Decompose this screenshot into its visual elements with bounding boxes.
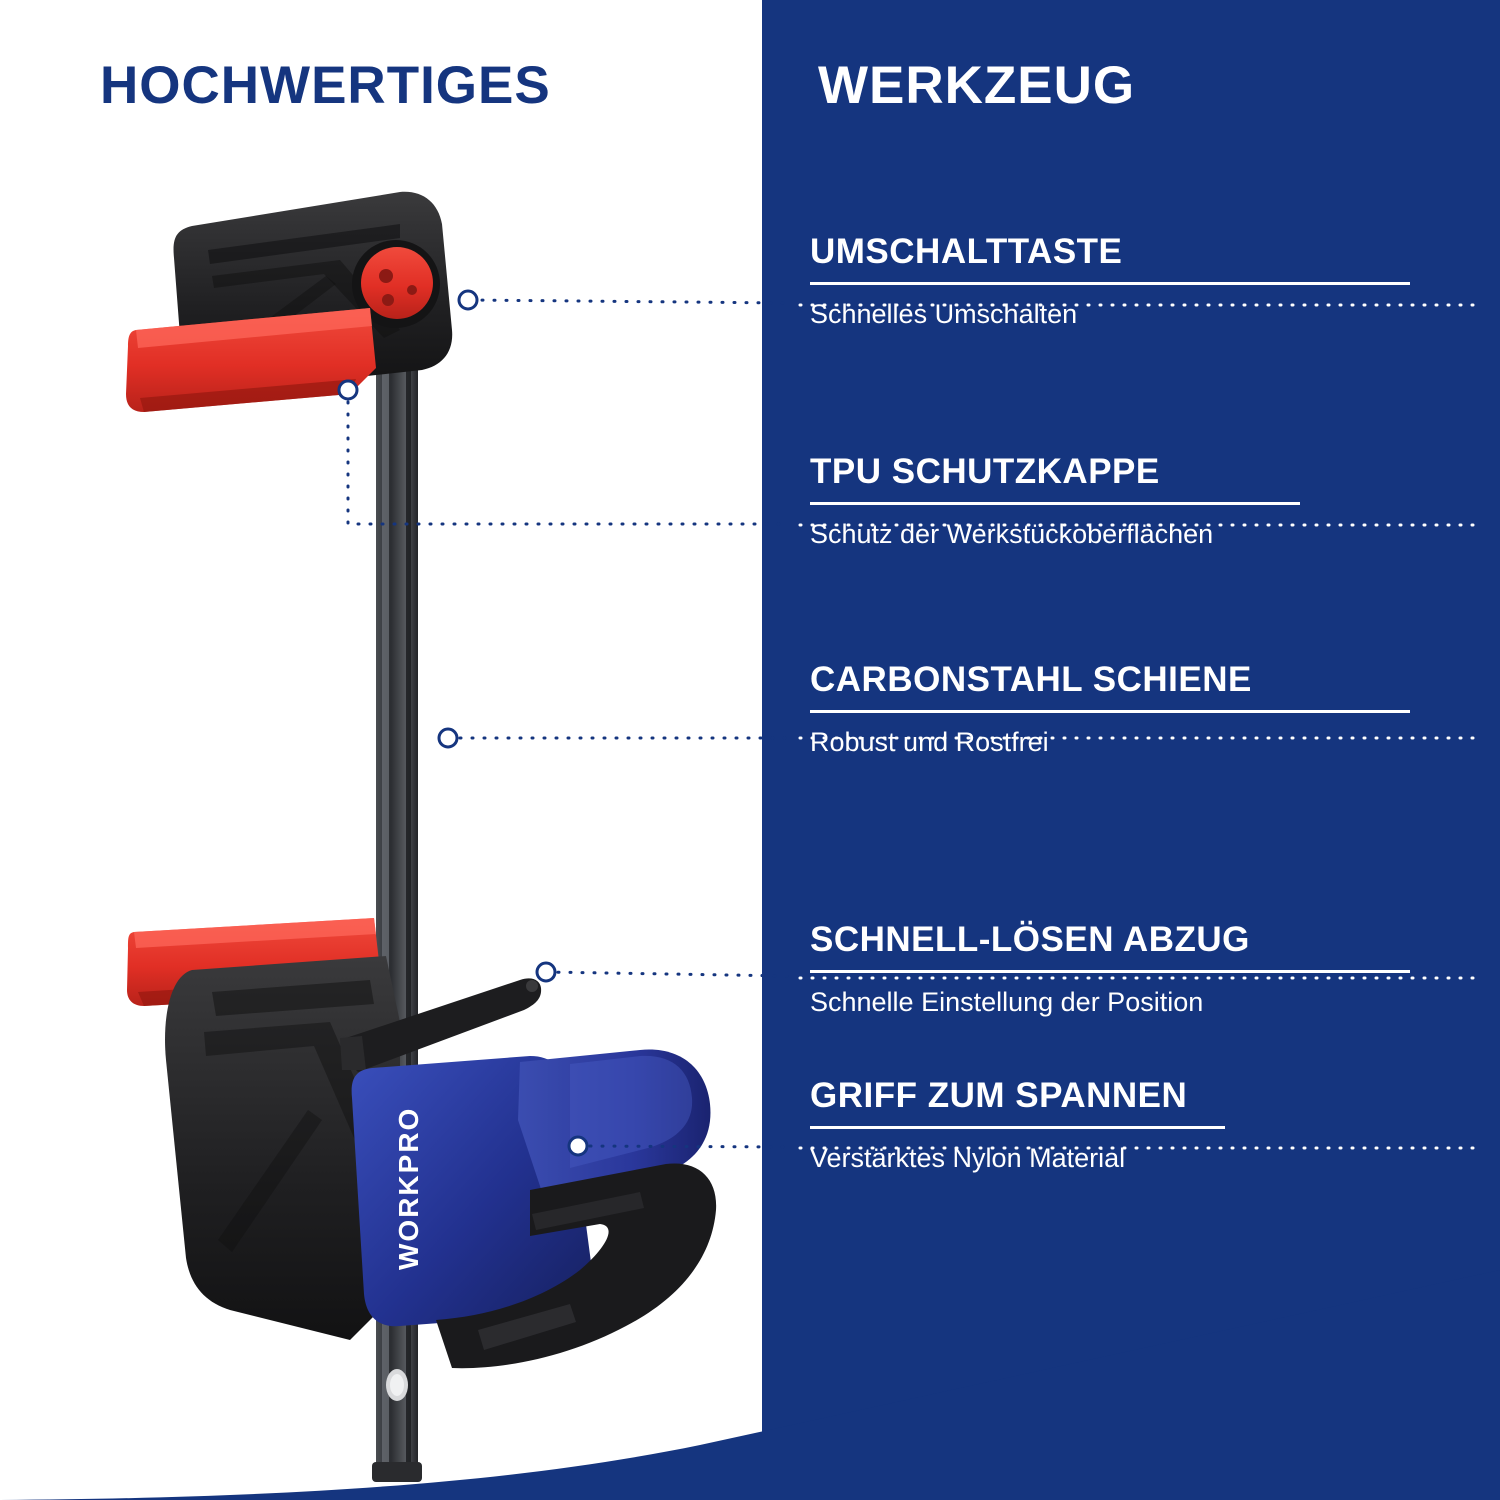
callout-rule — [810, 970, 1410, 973]
callout-umschalttaste — [810, 232, 1470, 331]
upper-tpu-pad-graphic — [126, 308, 376, 412]
callout-schnell-loesen-abzug — [810, 920, 1470, 1019]
callout-subtitle: Schutz der Werkstückoberflächen — [810, 519, 1214, 549]
headline-divider — [742, 48, 745, 138]
callout-subtitle: Schnelles Umschalten — [810, 299, 1078, 329]
callout-tpu-schutzkappe — [810, 452, 1470, 551]
callout-title: TPU SCHUTZKAPPE — [810, 452, 1160, 491]
callout-title: SCHNELL-LÖSEN ABZUG — [810, 920, 1250, 959]
headline-right: WERKZEUG — [818, 56, 1136, 115]
callout-subtitle: Robust und Rostfrei — [810, 727, 1049, 757]
callout-title: GRIFF ZUM SPANNEN — [810, 1076, 1188, 1115]
callout-subtitle: Verstärktes Nylon Material — [810, 1143, 1126, 1173]
callout-title: UMSCHALTTASTE — [810, 232, 1123, 271]
callout-rule — [810, 710, 1410, 713]
toggle-button-graphic — [361, 247, 433, 319]
callout-title: CARBONSTAHL SCHIENE — [810, 660, 1252, 699]
callout-carbonstahl-schiene — [810, 660, 1470, 759]
callout-subtitle: Schnelle Einstellung der Position — [810, 987, 1204, 1017]
product-illustration — [100, 180, 740, 1490]
headline-left: HOCHWERTIGES — [100, 56, 551, 115]
callout-rule — [810, 502, 1300, 505]
callout-griff-zum-spannen — [810, 1076, 1470, 1175]
callout-rule — [810, 1126, 1225, 1129]
brand-label-graphic: WORKPRO — [393, 1106, 424, 1270]
callout-rule — [810, 282, 1410, 285]
